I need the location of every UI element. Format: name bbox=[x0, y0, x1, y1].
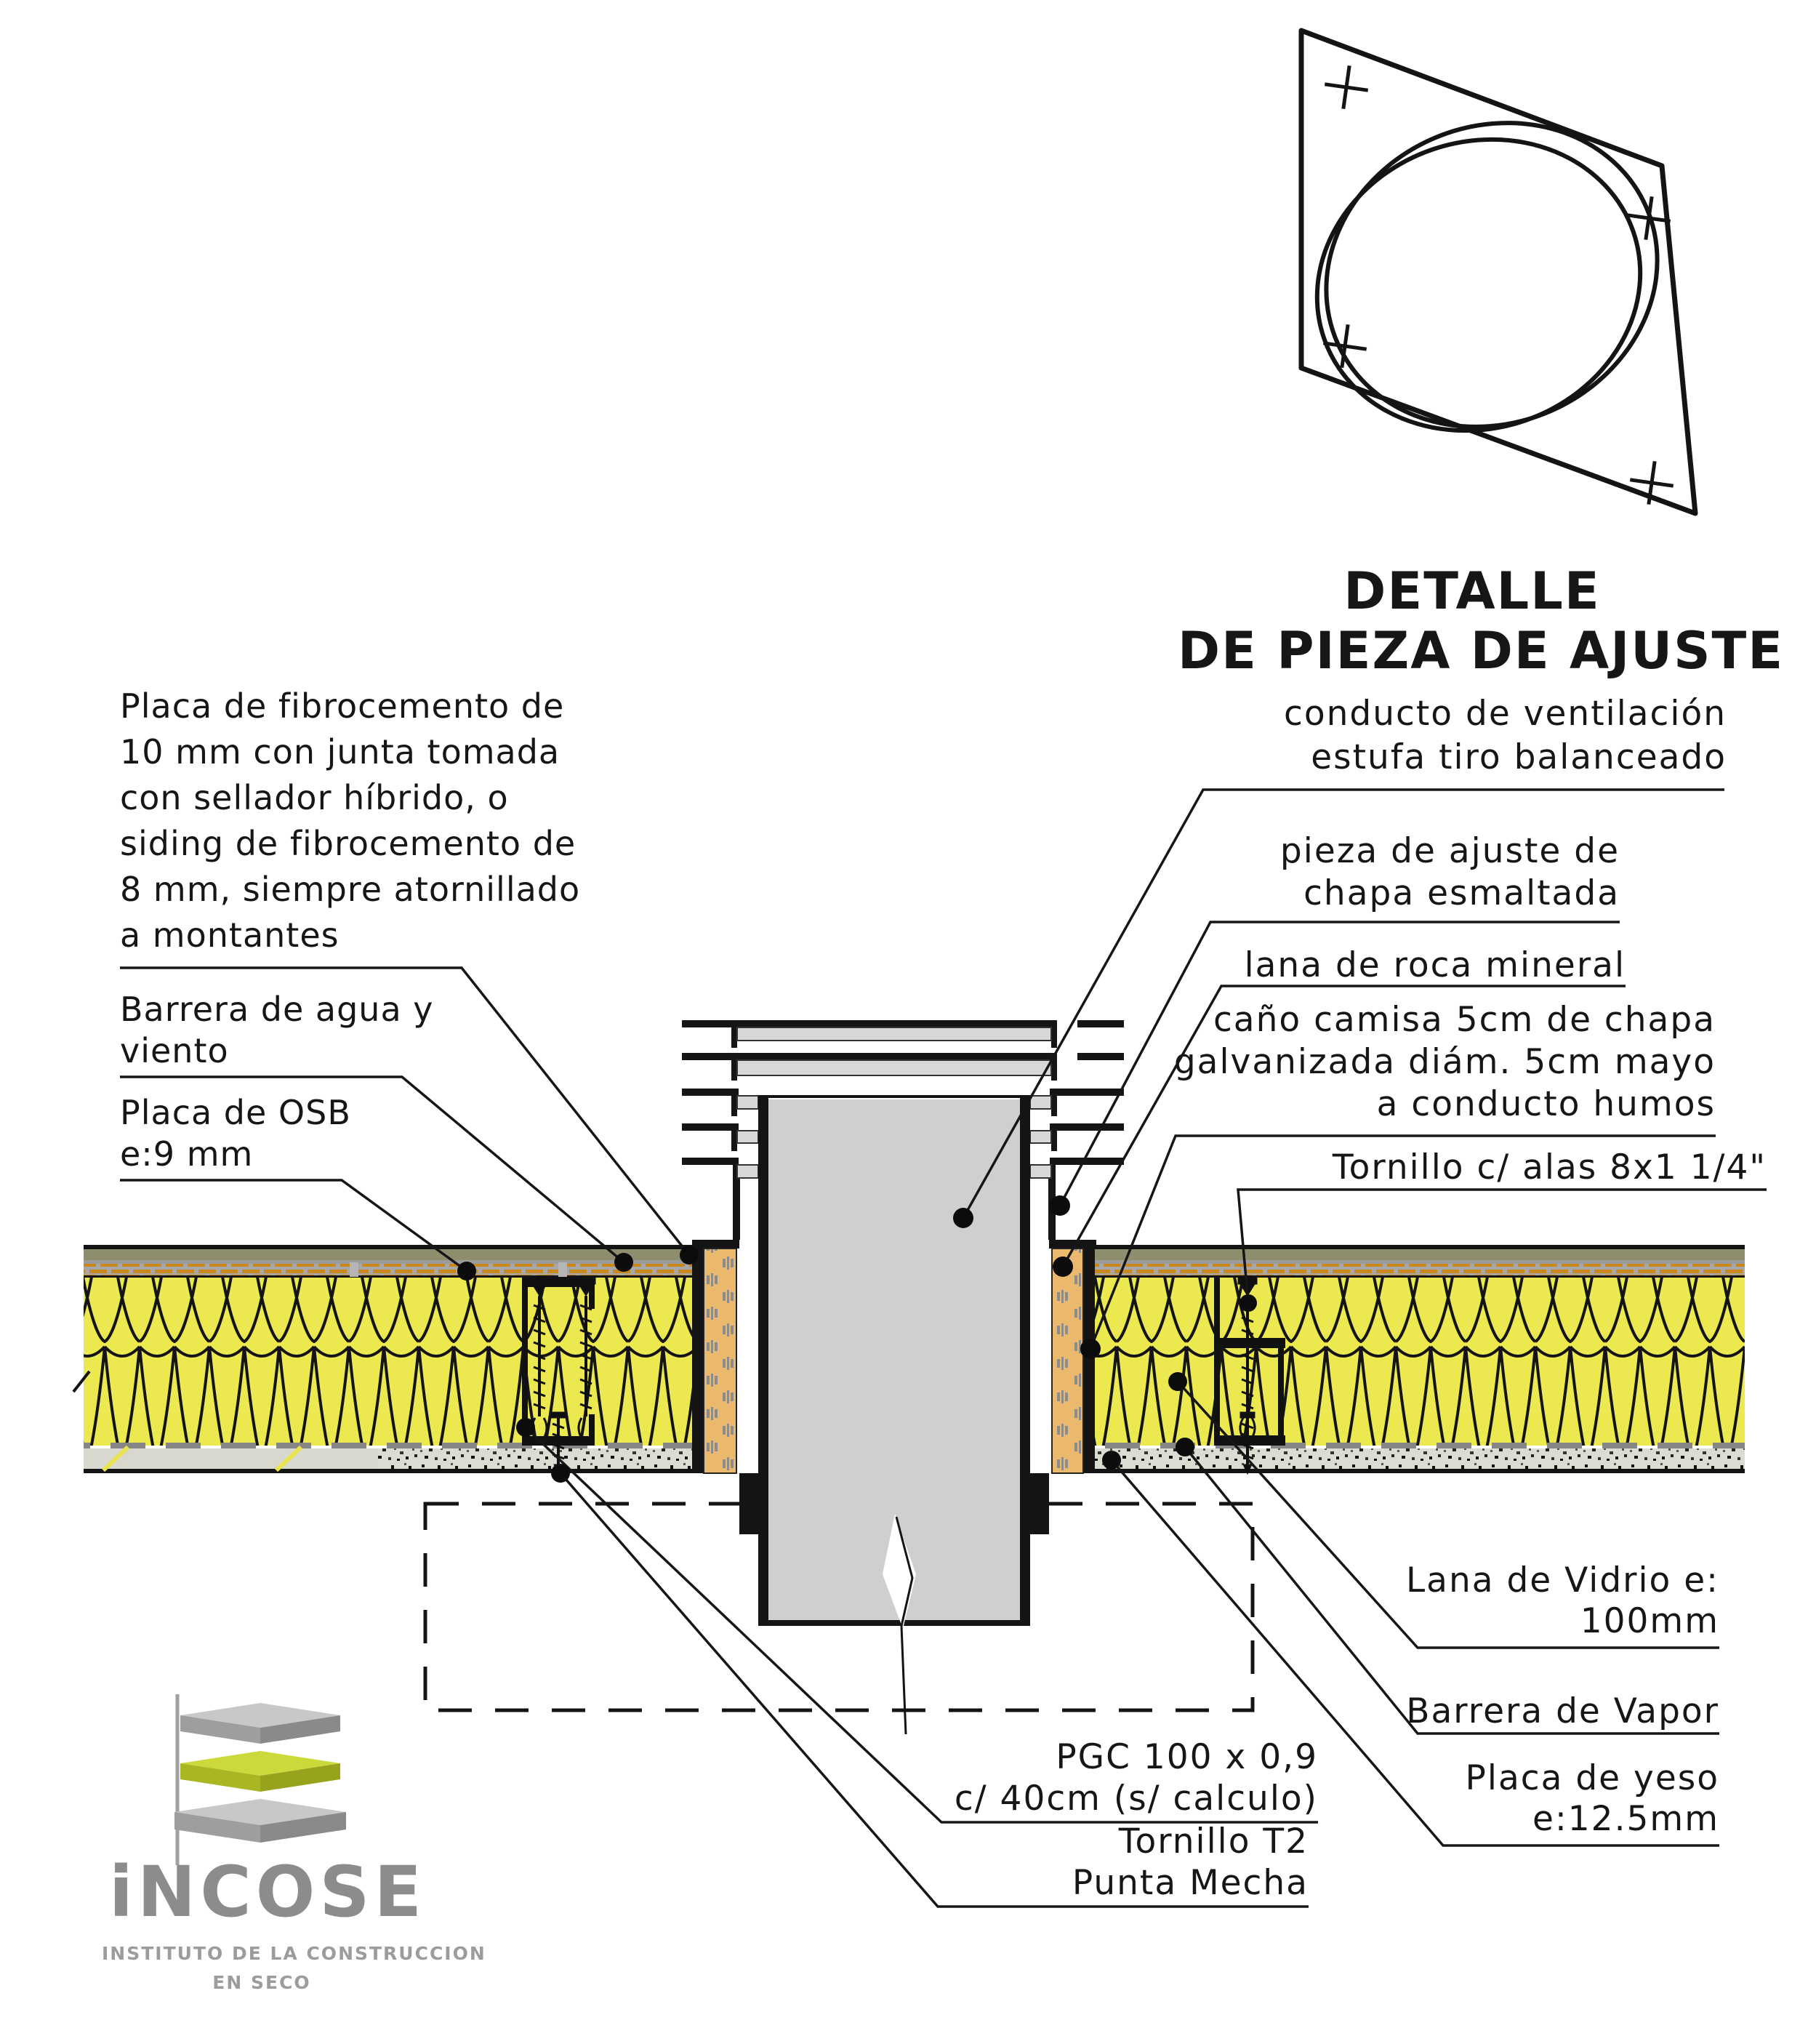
label-line: 8 mm, siempre atornillado bbox=[120, 870, 581, 909]
fibrocement-layer bbox=[1095, 1249, 1745, 1260]
label-line: pieza de ajuste de bbox=[1279, 831, 1620, 871]
label-line: Punta Mecha bbox=[1072, 1863, 1309, 1903]
osb-layer bbox=[1095, 1264, 1745, 1275]
label-lana-vidrio bbox=[1406, 1560, 1719, 1642]
sleeve-pipe-left bbox=[692, 1240, 704, 1473]
label-conducto bbox=[1284, 692, 1727, 779]
fibrocement-layer bbox=[84, 1249, 692, 1260]
osb-joint bbox=[558, 1262, 567, 1277]
label-line: Barrera de Vapor bbox=[1406, 1691, 1719, 1731]
label-line: c/ 40cm (s/ calculo) bbox=[954, 1779, 1318, 1819]
label-line: siding de fibrocemento de bbox=[120, 824, 576, 863]
label-line: Placa de yeso bbox=[1465, 1758, 1719, 1798]
label-line: e:12.5mm bbox=[1532, 1799, 1719, 1839]
label-line: lana de roca mineral bbox=[1244, 945, 1626, 985]
label-line: e:9 mm bbox=[120, 1134, 254, 1174]
water-wind-barrier-layer bbox=[84, 1260, 692, 1264]
incose-subtitle-2: EN SECO bbox=[212, 1972, 311, 1993]
glass-wool-layer bbox=[1095, 1278, 1745, 1446]
wall-left bbox=[73, 1245, 692, 1473]
detail-title bbox=[1178, 561, 1785, 681]
rock-wool-strip-right bbox=[1052, 1249, 1083, 1473]
label-line: 100mm bbox=[1580, 1601, 1719, 1641]
label-line: Tornillo T2 bbox=[1118, 1821, 1309, 1861]
vapor-barrier-layer bbox=[84, 1443, 692, 1448]
logo-slab-top bbox=[180, 1703, 340, 1744]
detail-title-line2: DE PIEZA DE AJUSTE bbox=[1178, 621, 1785, 681]
incose-logo-text: iNCOSE bbox=[109, 1851, 427, 1933]
label-line: Barrera de agua y bbox=[120, 990, 434, 1029]
label-line: PGC 100 x 0,9 bbox=[1056, 1737, 1318, 1777]
label-pgc bbox=[955, 1736, 1318, 1819]
label-barrera-agua bbox=[120, 989, 433, 1072]
label-barrera-vapor bbox=[1406, 1691, 1719, 1731]
label-fibrocemento bbox=[120, 684, 580, 958]
duct-assembly bbox=[682, 1020, 1124, 1734]
wall-right bbox=[1095, 1245, 1745, 1473]
incose-subtitle-1: INSTITUTO DE LA CONSTRUCCION bbox=[102, 1943, 486, 1964]
label-line: 10 mm con junta tomada bbox=[120, 732, 561, 771]
label-tornillo-alas bbox=[1333, 1147, 1767, 1187]
adjustment-piece-detail bbox=[1277, 31, 1706, 513]
label-line: a montantes bbox=[120, 915, 339, 955]
label-line: chapa esmaltada bbox=[1303, 873, 1620, 913]
label-line: Tornillo c/ alas 8x1 1/4" bbox=[1332, 1147, 1767, 1187]
label-line: con sellador híbrido, o bbox=[120, 778, 509, 817]
label-cano-camisa bbox=[1174, 999, 1716, 1126]
label-line: conducto de ventilación bbox=[1284, 694, 1727, 734]
label-placa-yeso bbox=[1466, 1758, 1719, 1840]
osb-layer bbox=[84, 1264, 692, 1275]
label-line: Placa de fibrocemento de bbox=[120, 686, 565, 726]
water-wind-barrier-layer bbox=[1095, 1260, 1745, 1264]
label-line: Placa de OSB bbox=[120, 1093, 351, 1132]
rock-wool-strip-left bbox=[704, 1249, 736, 1473]
label-line: caño camisa 5cm de chapa bbox=[1213, 1000, 1716, 1040]
detail-title-line1: DETALLE bbox=[1343, 561, 1601, 621]
label-line: Lana de Vidrio e: bbox=[1405, 1560, 1719, 1600]
gypsum-layer bbox=[84, 1448, 378, 1469]
logo-slab-bottom bbox=[174, 1799, 346, 1843]
label-pieza-ajuste bbox=[1280, 830, 1620, 915]
label-line: estufa tiro balanceado bbox=[1311, 737, 1727, 777]
logo-slab-middle bbox=[180, 1751, 340, 1792]
osb-joint bbox=[350, 1262, 358, 1277]
label-lana-roca bbox=[1245, 945, 1626, 985]
label-line: a conducto humos bbox=[1376, 1084, 1716, 1124]
label-tornillo-t2 bbox=[1072, 1821, 1309, 1904]
label-line: viento bbox=[120, 1031, 229, 1070]
incose-logo-icon bbox=[174, 1694, 346, 1865]
label-osb bbox=[120, 1092, 351, 1175]
glass-wool-layer bbox=[84, 1278, 692, 1446]
label-line: galvanizada diám. 5cm mayo bbox=[1173, 1042, 1716, 1082]
